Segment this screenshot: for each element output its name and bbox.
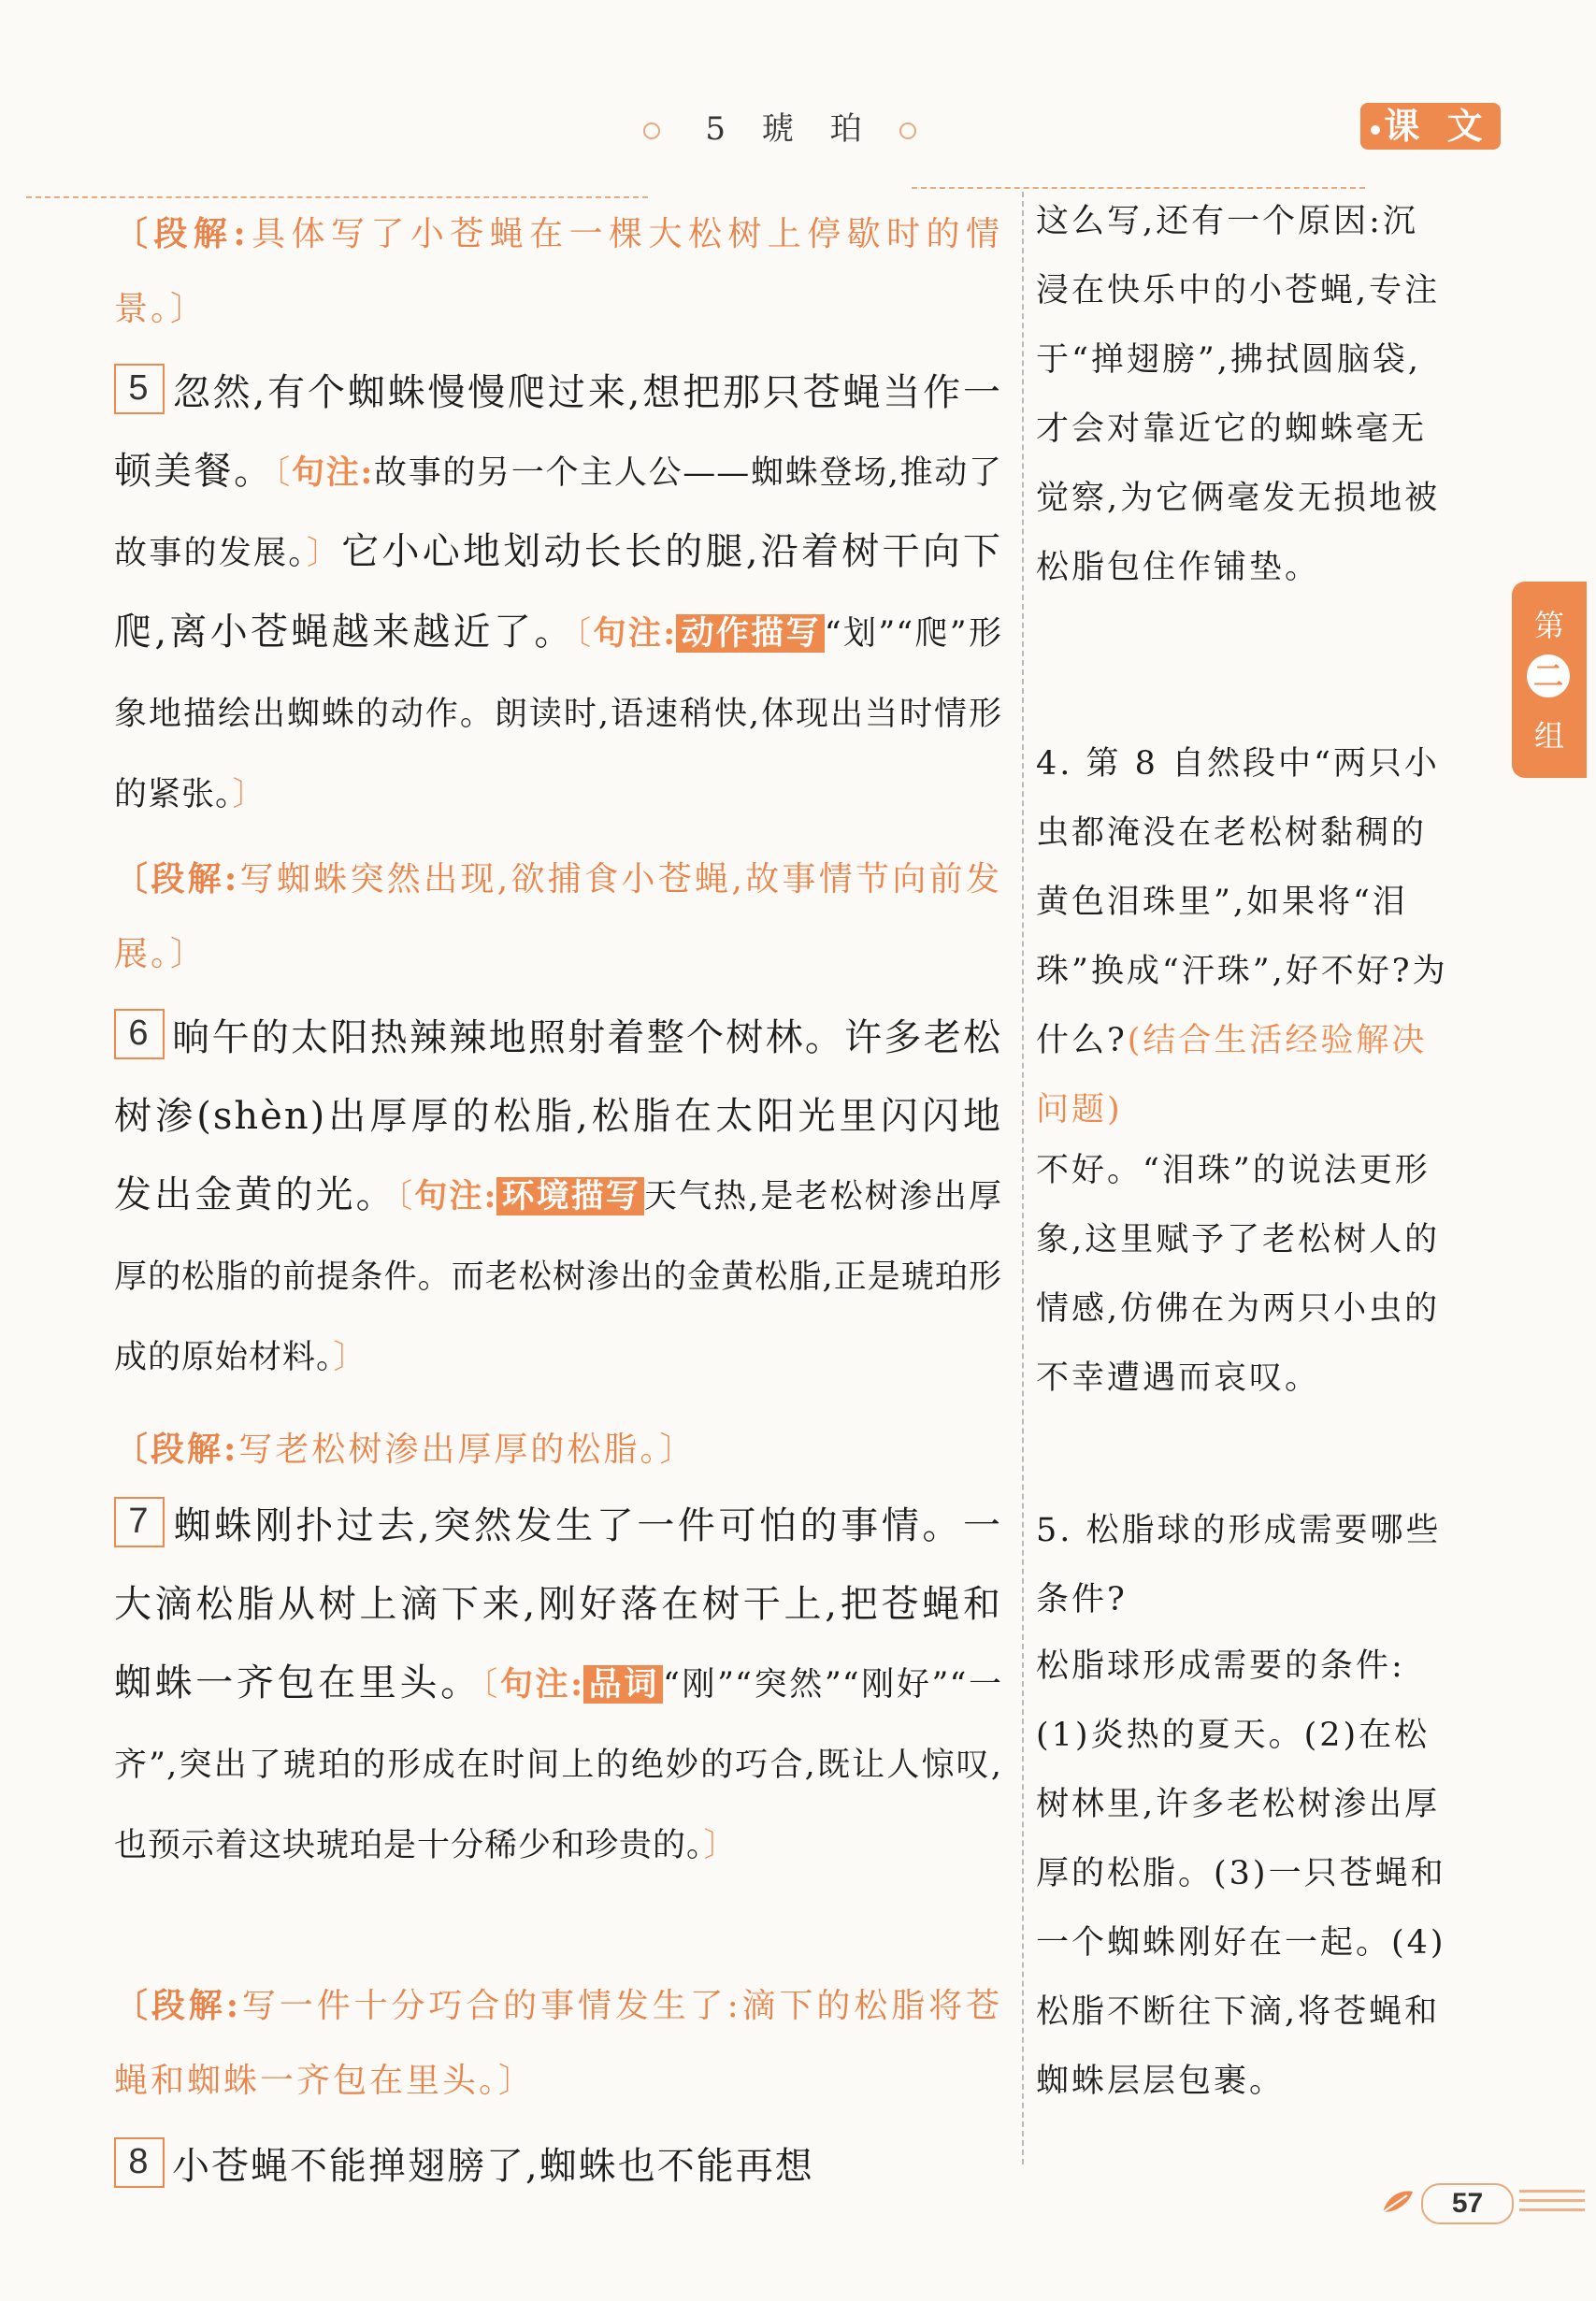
paragraph-5	[114, 353, 1002, 834]
paragraph-number: 6	[114, 1009, 165, 1059]
analysis-label: 段解:	[151, 1430, 239, 1469]
note-text: 天气热,是老松树渗出厚厚的松脂的前提条件。而老松树渗出的金黄松脂,正是琥珀形成的原始材料。	[114, 1178, 1002, 1376]
question-hint: (结合生活经验解决问题)	[1036, 1022, 1428, 1129]
section-badge-label: 课 文	[1384, 105, 1490, 147]
paragraph-analysis: 〔段解:写蜘蛛突然出现,欲捕食小苍蝇,故事情节向前发展。〕	[114, 859, 1002, 973]
answer-4: 不好。“泪珠”的说法更形象,这里赋予了老松树人的情感,仿佛在为两只小虫的不幸遭遇而哀叹。	[1036, 1152, 1441, 1397]
header-ornament	[643, 122, 660, 139]
analysis-text: 写老松树渗出厚厚的松脂。	[238, 1431, 660, 1469]
column-divider	[1022, 192, 1024, 2164]
paragraph-7	[114, 1487, 1002, 1885]
note-continuation: 这么写,还有一个原因:沉浸在快乐中的小苍蝇,专注于“掸翅膀”,拂拭圆脑袋,才会对靠近它的蜘蛛毫无觉察,为它俩毫发无损地被松脂包住作铺垫。	[1036, 203, 1441, 586]
analysis-label: 段解:	[151, 859, 240, 899]
analysis-text: 写蜘蛛突然出现,欲捕食小苍蝇,故事情节向前发展。	[114, 860, 1002, 973]
analysis-text: 具体写了小苍蝇在一棵大松树上停歇时的情景。	[114, 215, 1002, 328]
lesson-title: 5 琥 珀	[705, 110, 875, 148]
paragraph-text: 晌午的太阳热辣辣地照射着整个树林。许多老松树渗(shèn)出厚厚的松脂,松脂在太阳光里闪闪地发出金黄的光。	[114, 1016, 1002, 1216]
analysis-label: 段解:	[151, 1986, 241, 2025]
unit-tab-prefix: 第	[1533, 608, 1564, 643]
paragraph-number: 8	[114, 2137, 165, 2188]
unit-tab-suffix: 组	[1533, 718, 1564, 754]
unit-tab	[1512, 582, 1587, 778]
analysis-label: 段解:	[153, 214, 249, 253]
sentence-note: 〔句注: 环境描写 天气热,是老松树渗出厚厚的松脂的前提条件。而老松树渗出的金黄松脂,正是琥珀形成的原始材料。〕	[114, 1177, 1002, 1376]
header-ornament	[899, 122, 916, 139]
paragraph-number: 5	[114, 364, 165, 414]
note-tag: 动作描写	[676, 614, 825, 653]
paragraph-8	[114, 2127, 1002, 2206]
sentence-note: 〔句注:故事的另一个主人公——蜘蛛登场,推动了故事的发展。〕	[114, 453, 1002, 572]
note-label: 句注:	[593, 614, 677, 653]
sentence-note: 〔句注: 动作描写 “划”“爬”形象地描绘出蜘蛛的动作。朗读时,语速稍快,体现出当时情形的紧张。〕	[114, 614, 1003, 813]
question-text: 4. 第 8 自然段中“两只小虫都淹没在老松树黏稠的黄色泪珠里”,如果将“泪珠”换成“汗珠”,好不好?为什么?	[1036, 745, 1448, 1059]
badge-dot-icon	[1371, 125, 1380, 135]
note-label: 句注:	[414, 1177, 497, 1215]
note-label: 句注:	[499, 1665, 584, 1704]
paragraph-text: 小苍蝇不能掸翅膀了,蜘蛛也不能再想	[172, 2145, 814, 2188]
question-4	[1036, 729, 1452, 1144]
paragraph-number: 7	[114, 1497, 165, 1547]
paragraph-text: 蜘蛛刚扑过去,突然发生了一件可怕的事情。一大滴松脂从树上滴下来,刚好落在树干上,把苍蝇和蜘蛛一齐包在里头。	[114, 1504, 1002, 1704]
note-text: “刚”“突然”“刚好”“一齐”,突出了琥珀的形成在时间上的绝妙的巧合,既让人惊叹,也预示着这块琥珀是十分稀少和珍贵的。	[114, 1666, 1002, 1864]
paragraph-analysis: 〔段解:写老松树渗出厚厚的松脂。〕	[114, 1430, 697, 1469]
leaf-icon	[1379, 2188, 1416, 2216]
analysis-text: 写一件十分巧合的事情发生了:滴下的松脂将苍蝇和蜘蛛一齐包在里头。	[114, 1987, 1002, 2100]
note-text: “划”“爬”形象地描绘出蜘蛛的动作。朗读时,语速稍快,体现出当时情形的紧张。	[114, 615, 1003, 813]
paragraph-analysis: 〔段解:写一件十分巧合的事情发生了:滴下的松脂将苍蝇和蜘蛛一齐包在里头。〕	[114, 1986, 1002, 2100]
section-badge	[1360, 103, 1501, 150]
paragraph-analysis: 〔段解:具体写了小苍蝇在一棵大松树上停歇时的情景。〕	[114, 214, 1002, 328]
note-tag: 品词	[583, 1665, 663, 1704]
paragraph-text: 忽然,有个蜘蛛慢慢爬过来,想把那只苍蝇当作一顿美餐。	[114, 371, 1002, 493]
footer-decoration	[1519, 2190, 1585, 2218]
paragraph-6	[114, 999, 1002, 1397]
note-text: 故事的另一个主人公——蜘蛛登场,推动了故事的发展。	[114, 454, 1002, 572]
unit-tab-number: 二	[1527, 654, 1570, 697]
question-5: 5. 松脂球的形成需要哪些条件?	[1036, 1512, 1442, 1618]
sentence-note: 〔句注: 品词 “刚”“突然”“刚好”“一齐”,突出了琥珀的形成在时间上的绝妙的巧合,既让人惊叹,也预示着这块琥珀是十分稀少和珍贵的。〕	[114, 1665, 1002, 1864]
answer-5: 松脂球形成需要的条件:(1)炎热的夏天。(2)在松树林里,许多老松树渗出厚厚的松脂。(3)一只苍蝇和一个蜘蛛刚好在一起。(4)松脂不断往下滴,将苍蝇和蜘蛛层层包裹。	[1036, 1647, 1446, 2100]
note-tag: 环境描写	[496, 1177, 643, 1215]
paragraph-text: 它小心地划动长长的腿,沿着树干向下爬,离小苍蝇越来越近了。	[114, 530, 1002, 654]
note-label: 句注:	[292, 453, 374, 492]
page-number: 57	[1421, 2183, 1514, 2224]
